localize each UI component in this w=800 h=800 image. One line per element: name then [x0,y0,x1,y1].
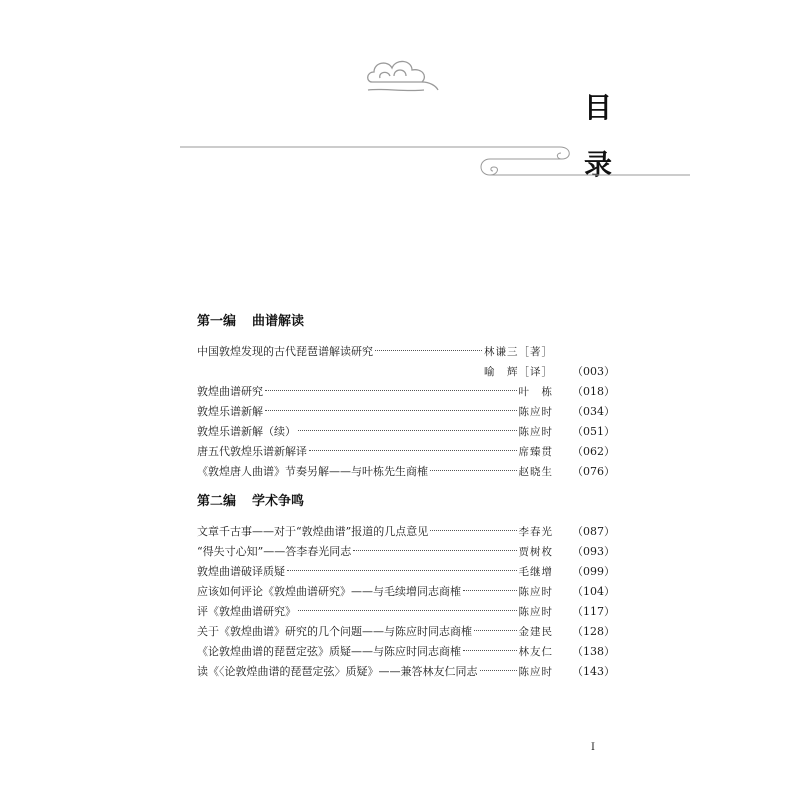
dot-leader [430,470,517,471]
dot-leader [430,530,516,531]
entry-title: 读《〈论敦煌曲谱的琵琶定弦〉质疑》——兼答林友仁同志 [197,665,478,678]
entry-title: 敦煌曲谱破译质疑 [197,565,285,578]
entry-author: 毛继增 [518,566,553,578]
entry-title: 敦煌乐谱新解（续） [197,425,296,438]
dot-leader [298,430,517,431]
entry-author: 贾树枚 [518,546,553,558]
dot-leader [265,390,517,391]
entry-author: 陈应时 [518,606,553,618]
table-of-contents [197,312,615,682]
cloud-ornament-icon [364,52,440,98]
toc-entry[interactable] [197,602,615,622]
entry-title: 唐五代敦煌乐谱新解译 [197,445,307,458]
dot-leader [463,590,517,591]
entry-page: （099） [572,565,615,578]
entry-title: 《敦煌唐人曲谱》节奏另解——与叶栋先生商榷 [197,465,428,478]
toc-entry[interactable] [197,362,615,382]
toc-entry[interactable] [197,562,615,582]
toc-entry[interactable] [197,662,615,682]
toc-entry[interactable] [197,402,615,422]
entry-author: 陈应时 [518,586,553,598]
entry-title: 关于《敦煌曲谱》研究的几个问题——与陈应时同志商榷 [197,625,472,638]
toc-entry[interactable] [197,522,615,542]
entry-title: 中国敦煌发现的古代琵琶谱解读研究 [197,345,373,358]
entry-author: 金建民 [518,626,553,638]
section-name: 学术争鸣 [252,494,305,509]
toc-entry[interactable] [197,622,615,642]
section-heading-2 [197,492,615,512]
entry-title: 评《敦煌曲谱研究》 [197,605,296,618]
entry-page: （087） [572,525,615,538]
entry-author: 李春光 [518,526,553,538]
section-label: 第一编 [197,314,237,329]
page-title-char-2: 录 [584,148,613,181]
entry-page: （143） [572,665,615,678]
toc-entry[interactable] [197,342,615,362]
dot-leader [298,610,517,611]
page-title-char-1: 目 [584,91,613,124]
section-label: 第二编 [197,494,237,509]
entry-author: 林友仁 [518,646,553,658]
entry-page: （128） [572,625,615,638]
entry-title: “得失寸心知”——答李春光同志 [197,545,352,558]
entry-page: （018） [572,385,615,398]
dot-leader [463,650,517,651]
entry-page: （104） [572,585,615,598]
toc-entry[interactable] [197,422,615,442]
toc-entry[interactable] [197,442,615,462]
entry-author: 陈应时 [518,426,553,438]
entry-author: 席臻贯 [518,446,553,458]
entry-author: 喻 辉［译］ [484,366,553,378]
entry-page: （093） [572,545,615,558]
section-heading-1 [197,312,615,332]
entry-page: （062） [572,445,615,458]
entry-page: （076） [572,465,615,478]
entry-title: 敦煌曲谱研究 [197,385,263,398]
entry-page: （117） [572,605,615,618]
page-number: I [591,742,595,753]
scroll-line-ornament-icon [180,145,690,179]
entry-title: 敦煌乐谱新解 [197,405,263,418]
entry-author: 陈应时 [518,406,553,418]
entry-page: （034） [572,405,615,418]
toc-entry[interactable] [197,542,615,562]
entry-page: （051） [572,425,615,438]
entry-title: 应该如何评论《敦煌曲谱研究》——与毛续增同志商榷 [197,585,461,598]
entry-author: 赵晓生 [518,466,553,478]
dot-leader [474,630,517,631]
dot-leader [353,550,516,551]
toc-entry[interactable] [197,382,615,402]
toc-entry[interactable] [197,462,615,482]
dot-leader [265,410,517,411]
toc-entry[interactable] [197,582,615,602]
toc-entry[interactable] [197,642,615,662]
entry-author: 叶 栋 [518,386,553,398]
dot-leader [375,350,482,351]
entry-author: 林谦三［著］ [484,346,553,358]
dot-leader [309,450,517,451]
entry-title: 文章千古事——对于“敦煌曲谱”报道的几点意见 [197,525,429,538]
entry-page: （138） [572,645,615,658]
dot-leader [480,670,517,671]
entry-author: 陈应时 [518,666,553,678]
section-name: 曲谱解读 [252,314,305,329]
entry-page: （003） [572,365,615,378]
entry-title: 《论敦煌曲谱的琵琶定弦》质疑——与陈应时同志商榷 [197,645,461,658]
dot-leader [287,570,517,571]
